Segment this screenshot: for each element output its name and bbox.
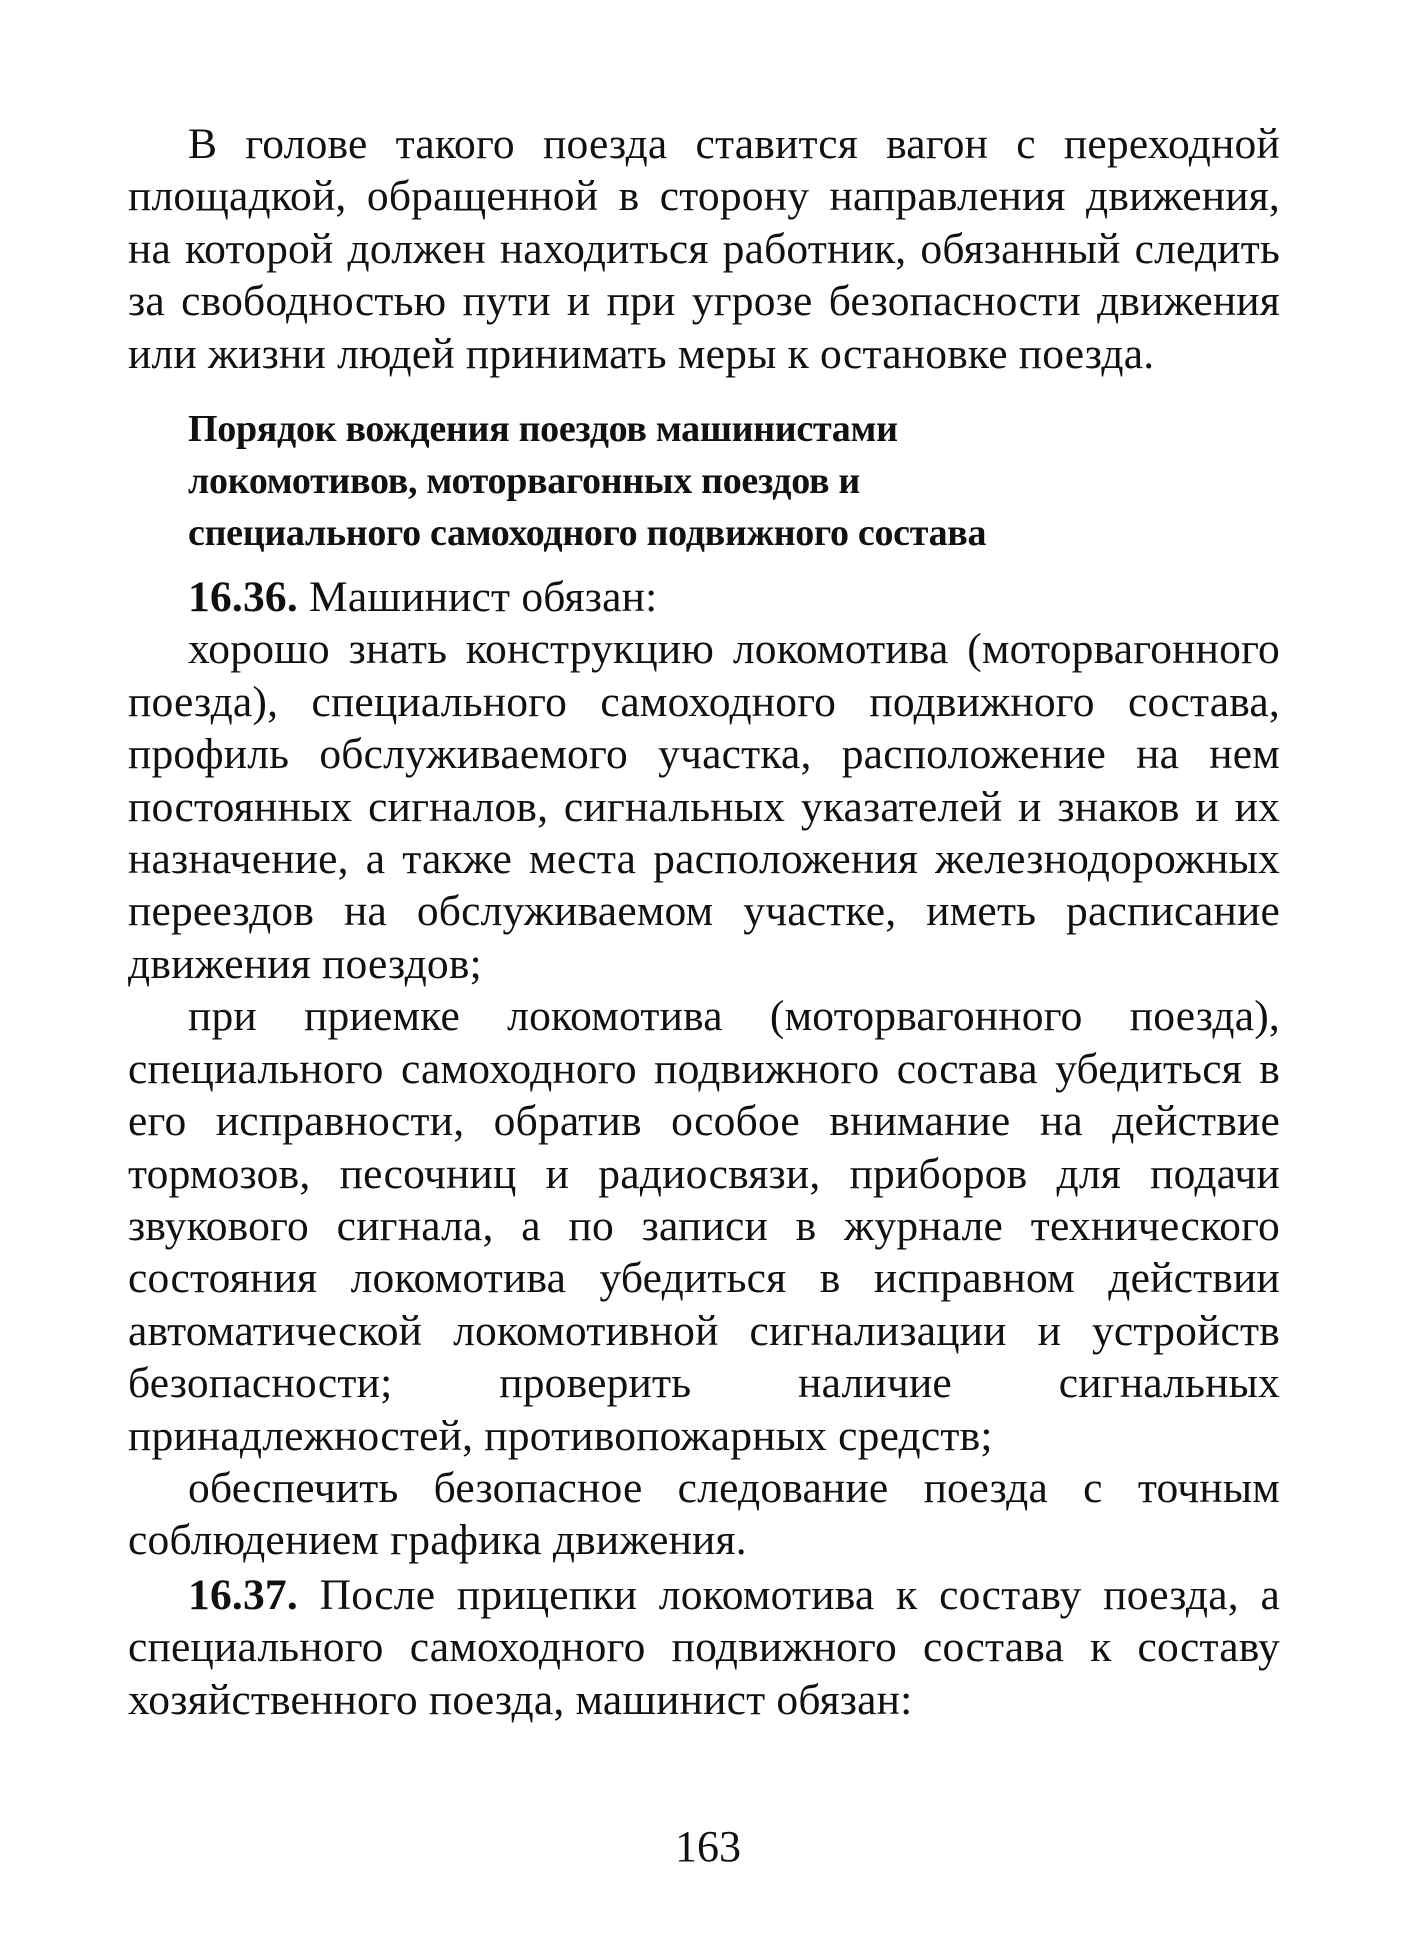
clause-16-37 [128, 1569, 1280, 1726]
clause-16-37-number: 16.37. [188, 1570, 298, 1619]
clause-16-36-lead [128, 571, 1280, 623]
page-number: 163 [675, 1822, 741, 1871]
clause-16-36-item-1: хорошо знать конструкцию локомотива (моторвагонного поезда), специального самоходного подвижного состава, профиль обслуживаемого участка, расположение на нем постоянных сигналов, сигнальных указателей и знаков и их назначение, а также места расположения железнодорожных переездов на обслуживаемом участке, иметь расписание движения поездов; [128, 625, 1280, 988]
clause-16-36-number: 16.36. [188, 573, 298, 622]
section-heading-line-1: Порядок вождения поездов машинистами [188, 408, 898, 451]
clause-16-36-lead-text: Машинист обязан: [309, 573, 658, 622]
clause-16-36-item-2: при приемке локомотива (моторвагонного поезда), специального самоходного подвижного состава убедиться в его исправности, обратив особое внимание на действие тормозов, песочниц и радиосвязи, приборов для подачи звукового сигнала, а по записи в журнале технического состояния локомотива убедиться в исправном действии автоматической локомотивной сигнализации и устройств безопасности; проверить наличие сигнальных принадлежностей, противопожарных средств; [128, 992, 1280, 1460]
intro-paragraph: В голове такого поезда ставится вагон с переходной площадкой, обращенной в сторону направления движения, на которой должен находиться работник, обязанный следить за свободностью пути и при угрозе безопасности движения или жизни людей принимать меры к остановке поезда. [128, 120, 1280, 378]
clause-16-37-text: После прицепки локомотива к составу поезда, а специального самоходного подвижного состава к составу хозяйственного поезда, машинист обязан: [128, 1570, 1280, 1724]
section-heading [128, 403, 1280, 559]
section-heading-line-3: специального самоходного подвижного состава [188, 512, 987, 555]
clause-16-36-item-3: обеспечить безопасное следование поезда с точным соблюдением графика движения. [128, 1463, 1280, 1565]
section-heading-line-2: локомотивов, моторвагонных поездов и [188, 460, 860, 503]
page-body [128, 118, 1280, 1726]
